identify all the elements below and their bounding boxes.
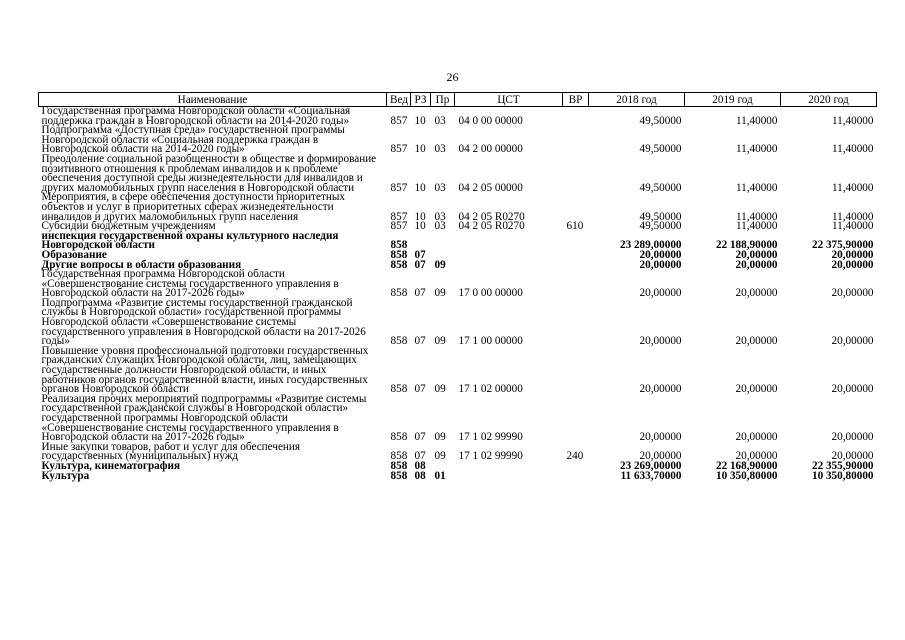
row-cst (455, 251, 563, 261)
row-vr (563, 270, 589, 299)
row-name-text: Культура (41, 469, 90, 482)
row-ved: 858 (390, 459, 408, 472)
row-pr: 03 (434, 210, 446, 223)
header-ved: Вед (387, 93, 411, 107)
row-rz: 07 (414, 258, 426, 271)
row-2019: 20,00000 (735, 248, 778, 261)
row-pr: 03 (434, 181, 446, 194)
header-2018: 2018 год (589, 93, 685, 107)
row-ved: 857 (390, 181, 408, 194)
row-cst: 17 1 02 99990 (458, 431, 523, 444)
row-pr (431, 232, 455, 251)
row-2019: 11,40000 (735, 220, 778, 233)
row-2019: 20,00000 (735, 287, 778, 300)
row-2018: 49,50000 (639, 210, 682, 223)
row-cst (455, 232, 563, 251)
table-row (39, 347, 877, 395)
row-rz: 08 (414, 459, 426, 472)
row-name-text: Реализация прочих мероприятий подпрограммы «Развитие системы государственной гражданской службы в Новгородской области» государственной программы Новгородской области «Совершенствование системы государственного управления в Новгородской области на 2017-2026 годы» (41, 392, 367, 444)
row-pr: 09 (434, 431, 446, 444)
row-rz: 07 (414, 287, 426, 300)
row-vr (563, 126, 589, 155)
row-name-text: Иные закупки товаров, работ и услуг для обеспечения государственных (муниципальных) нужд (41, 440, 301, 463)
row-2020: 20,00000 (831, 431, 874, 444)
page-number: 26 (446, 70, 459, 84)
row-name-text: Государственная программа Новгородской области «Социальная поддержка граждан в Новгородской области на 2014-2020 годы» (41, 105, 351, 127)
table-row (39, 155, 877, 193)
row-2020: 20,00000 (831, 450, 874, 463)
row-name (39, 469, 387, 482)
row-rz: 10 (414, 210, 426, 223)
row-2019: 22 188,90000 (715, 239, 778, 252)
row-rz: 07 (414, 383, 426, 396)
row-rz: 10 (414, 143, 426, 156)
row-2020: 10 350,80000 (811, 469, 874, 482)
row-rz: 07 (414, 335, 426, 348)
row-ved: 857 (390, 114, 408, 127)
row-ved: 858 (390, 258, 408, 271)
row-2018: 49,50000 (639, 143, 682, 156)
row-cst: 17 0 00 00000 (458, 287, 523, 300)
row-name-text: Культура, кинематография (41, 459, 180, 472)
row-2018: 23 269,00000 (619, 459, 682, 472)
row-2018: 23 289,00000 (619, 239, 682, 252)
row-name-text: Другие вопросы в области образования (41, 258, 242, 271)
row-ved: 858 (390, 383, 408, 396)
row-ved: 858 (390, 431, 408, 444)
row-2020: 20,00000 (831, 335, 874, 348)
row-pr: 09 (434, 450, 446, 463)
row-2020: 11,40000 (831, 220, 874, 233)
row-ved: 857 (390, 220, 408, 233)
header-name: Наименование (39, 93, 387, 107)
row-2019: 20,00000 (735, 450, 778, 463)
row-name-text: инспекция государственной охраны культурного наследия Новгородской области (41, 229, 339, 252)
row-2018: 49,50000 (639, 181, 682, 194)
row-2019: 10 350,80000 (715, 469, 778, 482)
row-rz: 08 (414, 469, 426, 482)
row-name-text: Государственная программа Новгородской области «Совершенствование системы государственного управления в Новгородской области на 2017-2026 годы» (41, 268, 339, 300)
row-name (39, 344, 387, 396)
row-2020: 22 355,90000 (811, 459, 874, 472)
row-name (39, 296, 387, 348)
row-ved: 857 (390, 143, 408, 156)
row-rz: 10 (414, 181, 426, 194)
table-row (39, 299, 877, 347)
row-2020: 22 375,90000 (811, 239, 874, 252)
row-cst: 04 2 05 00000 (458, 181, 523, 194)
header-pr: Пр (431, 93, 455, 107)
row-2018: 49,50000 (639, 114, 682, 127)
row-name (39, 270, 387, 299)
row-2020: 11,40000 (831, 181, 874, 194)
row-name-text: Подпрограмма «Развитие системы государственной гражданской службы в Новгородской области» государственной программы Новгородской области «Совершенствование системы государственного управления в Новгородской области на 2017-2026 годы» (41, 296, 366, 348)
row-ved: 858 (390, 469, 408, 482)
row-2020: 20,00000 (831, 258, 874, 271)
row-2019: 22 168,90000 (715, 459, 778, 472)
row-2018: 20,00000 (639, 258, 682, 271)
row-pr: 03 (434, 220, 446, 233)
row-vr (563, 232, 589, 251)
row-2018: 20,00000 (639, 248, 682, 261)
row-name (39, 152, 387, 194)
row-cst (455, 462, 563, 472)
row-cst (455, 261, 563, 271)
row-cst: 17 1 02 00000 (458, 383, 523, 396)
row-2019: 20,00000 (735, 383, 778, 396)
row-ved: 858 (390, 248, 408, 261)
row-2018: 49,50000 (639, 220, 682, 233)
row-ved: 858 (390, 335, 408, 348)
row-2018: 20,00000 (639, 335, 682, 348)
header-rz: РЗ (411, 93, 431, 107)
row-2020: 11,40000 (831, 114, 874, 127)
row-ved: 858 (390, 239, 408, 252)
row-cst: 17 1 02 99990 (458, 450, 523, 463)
row-cst: 04 2 05 R0270 (458, 220, 525, 233)
row-vr (563, 155, 589, 193)
row-2018: 20,00000 (639, 383, 682, 396)
row-name-text: Образование (41, 248, 107, 261)
row-rz: 10 (414, 114, 426, 127)
row-vr (563, 107, 589, 127)
row-vr (563, 395, 589, 443)
row-pr: 01 (434, 469, 446, 482)
row-2018: 11 633,70000 (620, 469, 682, 482)
row-rz: 07 (414, 450, 426, 463)
row-pr: 09 (434, 287, 446, 300)
row-rz: 10 (414, 220, 426, 233)
table-row (39, 472, 877, 482)
row-2019: 11,40000 (735, 143, 778, 156)
row-2018: 20,00000 (639, 450, 682, 463)
row-2019: 20,00000 (735, 258, 778, 271)
row-vr (563, 193, 589, 222)
row-name-text: Преодоление социальной разобщенности в обществе и формирование позитивного отношения к проблемам инвалидов и к проблеме обеспечения доступной среды жизнедеятельности для инвалидов и других маломобильных групп населения в Новгородской области (41, 152, 377, 194)
row-name (39, 193, 387, 222)
budget-table (38, 92, 877, 481)
row-2020: 11,40000 (831, 143, 874, 156)
row-name-text: Повышение уровня профессиональной подготовки государственных гражданских служащих Новгородской области, лиц, замещающих государственные должности Новгородской области, и иных работников органов государственной власти, иных государственных органов Новгородской области (41, 344, 369, 396)
row-ved: 857 (390, 210, 408, 223)
row-pr: 09 (434, 383, 446, 396)
header-2020: 2020 год (781, 93, 877, 107)
row-pr: 09 (434, 258, 446, 271)
row-vr (563, 251, 589, 261)
row-pr: 09 (434, 335, 446, 348)
row-vr (563, 299, 589, 347)
row-vr (563, 261, 589, 271)
row-2020: 20,00000 (831, 248, 874, 261)
row-pr: 03 (434, 143, 446, 156)
row-name-text: Субсидии бюджетным учреждениям (41, 220, 216, 233)
row-name (39, 392, 387, 444)
row-2020: 20,00000 (831, 383, 874, 396)
row-2020: 20,00000 (831, 287, 874, 300)
row-cst: 04 0 00 00000 (458, 114, 523, 127)
header-cst: ЦСТ (455, 93, 563, 107)
table-row (39, 126, 877, 155)
row-2018: 20,00000 (639, 287, 682, 300)
row-vr (563, 462, 589, 472)
row-rz: 07 (414, 431, 426, 444)
row-cst (455, 472, 563, 482)
row-2019: 11,40000 (735, 114, 778, 127)
row-cst: 04 2 05 R0270 (458, 210, 525, 223)
row-vr: 240 (566, 450, 584, 463)
table-row (39, 395, 877, 443)
row-ved: 858 (390, 287, 408, 300)
row-2018: 20,00000 (639, 431, 682, 444)
header-vr: ВР (563, 93, 589, 107)
row-2020: 11,40000 (831, 210, 874, 223)
row-vr (563, 347, 589, 395)
row-name-text: Мероприятия, в сфере обеспечения доступности приоритетных объектов и услуг в приоритетных сферах жизнедеятельности инвалидов и других маломобильных групп населения (41, 191, 345, 223)
row-rz: 07 (414, 248, 426, 261)
row-vr: 610 (566, 220, 584, 233)
header-2019: 2019 год (685, 93, 781, 107)
row-2019: 11,40000 (735, 181, 778, 194)
table-row (39, 270, 877, 299)
row-name (39, 459, 387, 472)
row-2019: 20,00000 (735, 335, 778, 348)
row-name-text: Подпрограмма «Доступная среда» государственной программы Новгородской области «Социальная поддержка граждан в Новгородской области на 2014-2020 годы» (41, 124, 345, 156)
row-pr: 03 (434, 114, 446, 127)
row-vr (563, 472, 589, 482)
row-2019: 11,40000 (735, 210, 778, 223)
table-row (39, 193, 877, 222)
row-cst: 04 2 00 00000 (458, 143, 523, 156)
row-2019: 20,00000 (735, 431, 778, 444)
row-name (39, 126, 387, 155)
row-ved: 858 (390, 450, 408, 463)
row-cst: 17 1 00 00000 (458, 335, 523, 348)
